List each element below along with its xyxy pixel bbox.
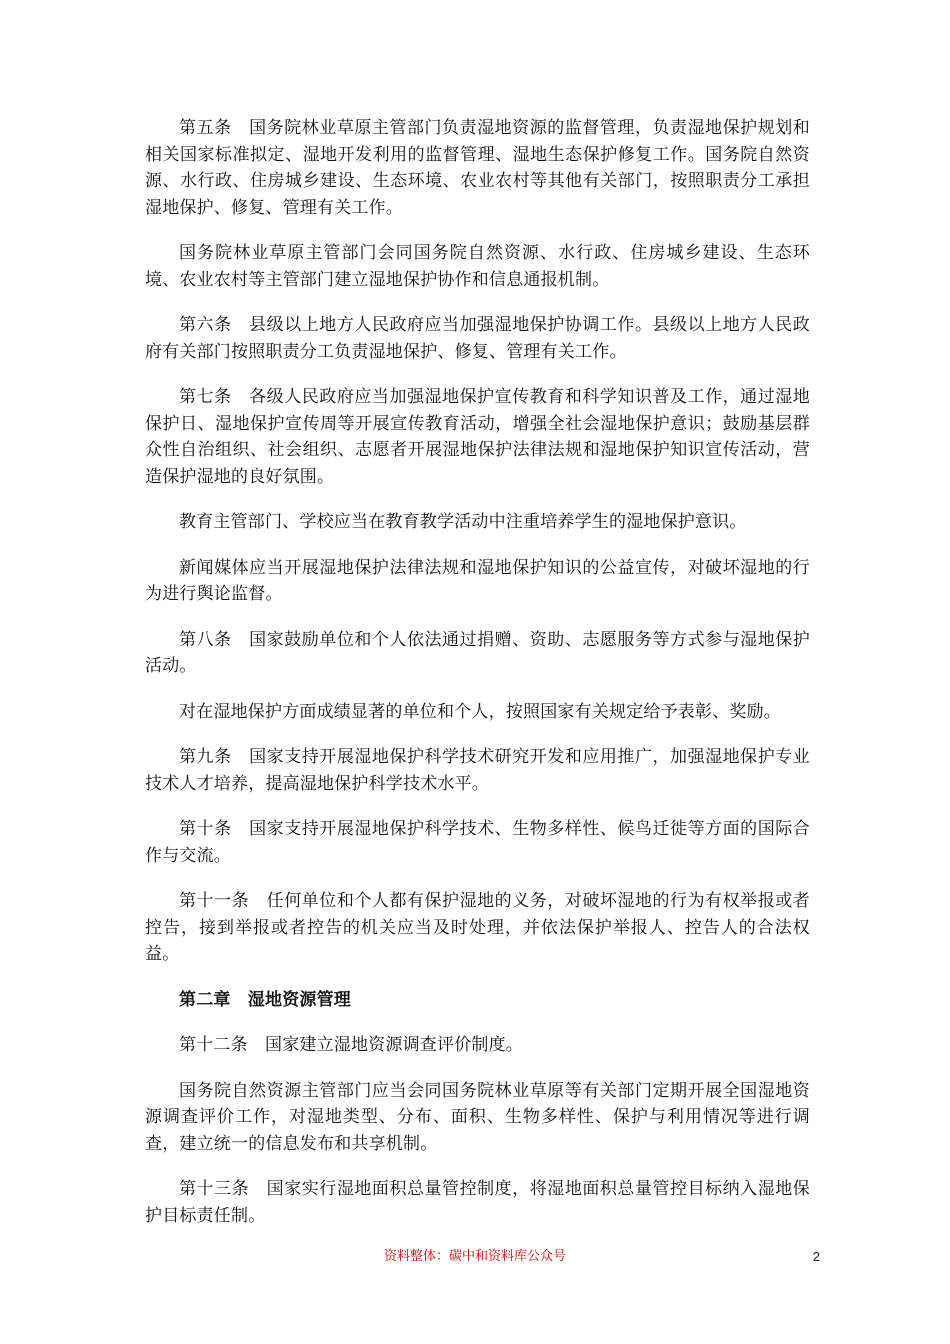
article-5-paragraph: 第五条 国务院林业草原主管部门负责湿地资源的监督管理，负责湿地保护规划和相关国家标准拟定、湿地开发利用的监督管理、湿地生态保护修复工作。国务院自然资源、水行政、住房城乡建设、生态环境、农业农村等其他有关部门，按照职责分工承担湿地保护、修复、管理有关工作。: [145, 118, 810, 218]
article-7-paragraph: 第七条 各级人民政府应当加强湿地保护宣传教育和科学知识普及工作，通过湿地保护日、湿地保护宣传周等开展宣传教育活动，增强全社会湿地保护意识；鼓励基层群众性自治组织、社会组织、志愿者开展湿地保护法律法规和湿地保护知识宣传活动，营造保护湿地的良好氛围。: [145, 387, 810, 487]
article-12-paragraph: 第十二条 国家建立湿地资源调查评价制度。: [179, 1035, 523, 1055]
chapter-heading: 第二章 湿地资源管理: [179, 989, 351, 1010]
page-footer: [0, 1247, 950, 1269]
article-8-paragraph: 第八条 国家鼓励单位和个人依法通过捐赠、资助、志愿服务等方式参与湿地保护活动。: [145, 629, 810, 676]
article-6-paragraph: 第六条 县级以上地方人民政府应当加强湿地保护协调工作。县级以上地方人民政府有关部门按照职责分工负责湿地保护、修复、管理有关工作。: [145, 315, 810, 362]
page-number: 2: [812, 1249, 820, 1264]
commendation-paragraph: 对在湿地保护方面成绩显著的单位和个人，按照国家有关规定给予表彰、奖励。: [179, 701, 781, 722]
document-body: [145, 115, 810, 1248]
article-11-paragraph: 第十一条 任何单位和个人都有保护湿地的义务，对破坏湿地的行为有权举报或者控告，接到举报或者控告的机关应当及时处理，并依法保护举报人、控告人的合法权益。: [145, 891, 810, 964]
article-9-paragraph: 第九条 国家支持开展湿地保护科学技术研究开发和应用推广，加强湿地保护专业技术人才培养，提高湿地保护科学技术水平。: [145, 747, 810, 794]
article-10-paragraph: 第十条 国家支持开展湿地保护科学技术、生物多样性、候鸟迁徙等方面的国际合作与交流。: [145, 819, 810, 866]
article-13-paragraph: 第十三条 国家实行湿地面积总量管控制度，将湿地面积总量管控目标纳入湿地保护目标责任制。: [145, 1179, 810, 1226]
article-5-coordination-paragraph: 国务院林业草原主管部门会同国务院自然资源、水行政、住房城乡建设、生态环境、农业农村等主管部门建立湿地保护协作和信息通报机制。: [145, 243, 810, 290]
footer-source-note: 资料整体：碳中和资料库公众号: [383, 1249, 566, 1264]
survey-paragraph: 国务院自然资源主管部门应当会同国务院林业草原等有关部门定期开展全国湿地资源调查评价工作，对湿地类型、分布、面积、生物多样性、保护与利用情况等进行调查，建立统一的信息发布和共享机制。: [145, 1080, 810, 1154]
media-paragraph: 新闻媒体应当开展湿地保护法律法规和湿地保护知识的公益宣传，对破坏湿地的行为进行舆论监督。: [145, 557, 810, 604]
education-paragraph: 教育主管部门、学校应当在教育教学活动中注重培养学生的湿地保护意识。: [179, 512, 747, 532]
